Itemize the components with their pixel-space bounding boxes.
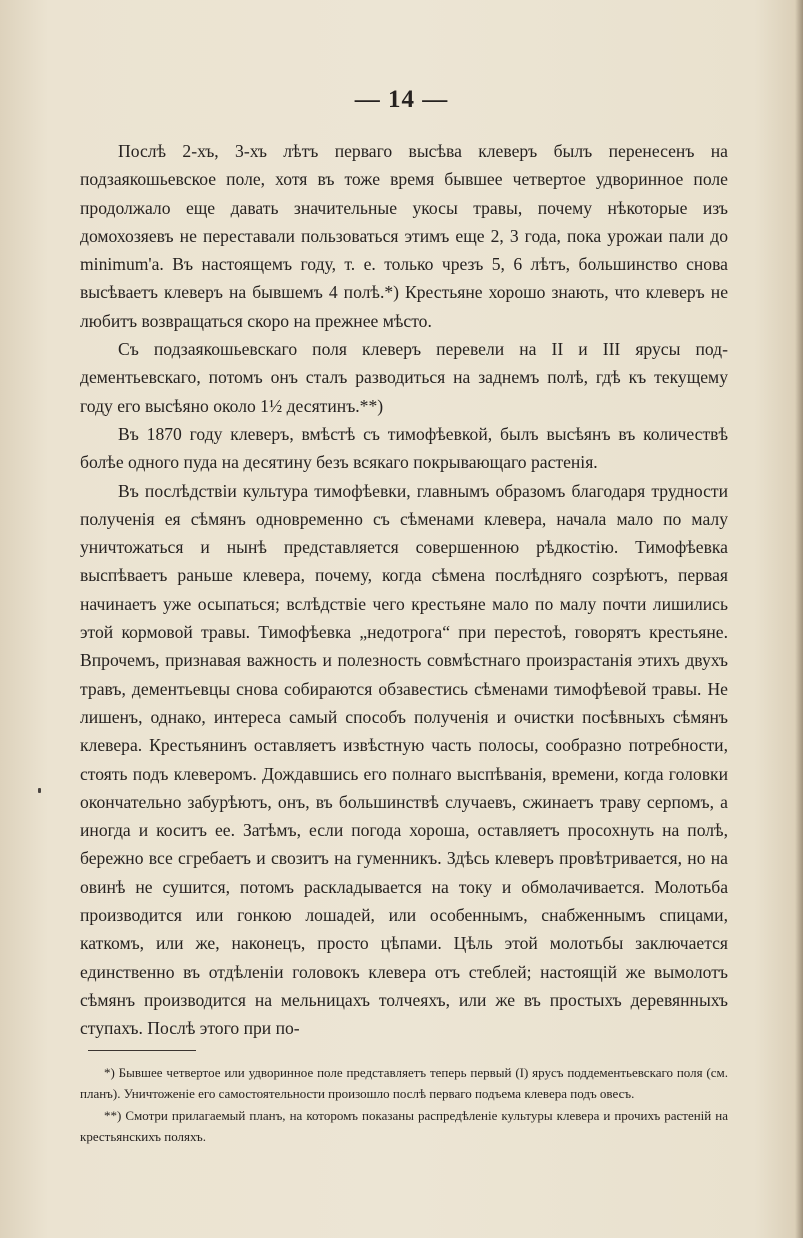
footnote-2: **) Смотри прилагаемый планъ, на которомъ показаны распредѣленіе культуры клевера и прочихъ растеній на крестьянскихъ поляхъ.: [80, 1107, 728, 1144]
paragraph-3: Въ 1870 году клеверъ, вмѣстѣ съ тимофѣевкой, былъ высѣянъ въ количествѣ болѣе одного пуда на десятину безъ всякаго покрывающаго растенія.: [80, 423, 728, 473]
footnotes: [80, 1062, 728, 1147]
paragraph-2: Съ подзаякошьевскаго поля клеверъ перевели на II и III ярусы под-дементьевскаго, потомъ онъ сталъ разводиться на заднемъ полѣ, гдѣ къ текущему году его высѣяно около 1½ десятинъ.**): [80, 339, 728, 416]
page-number: — 14 —: [354, 86, 449, 113]
body-text: [80, 137, 728, 1043]
ink-speck: [38, 788, 41, 793]
paragraph-4: Въ послѣдствіи культура тимофѣевки, главнымъ образомъ благодаря трудности полученія ея сѣмянъ одновременно съ сѣменами клевера, начала мало по малу уничтожаться и нынѣ представляется совершенною рѣдкостію. Тимофѣевка выспѣваетъ раньше клевера, почему, когда сѣмена послѣдняго созрѣютъ, первая начинаетъ уже осыпаться; вслѣдствіе чего крестьяне мало по малу почти лишились этой кормовой травы. Тимофѣевка „недотрога“ при перестоѣ, говорятъ крестьяне. Впрочемъ, признавая важность и полезность совмѣстнаго произрастанія этихъ двухъ травъ, дементьевцы снова собираются обзавестись сѣменами тимофѣевой травы. Не лишенъ, однако, интереса самый способъ полученія и очистки посѣвныхъ сѣмянъ клевера. Крестьянинъ оставляетъ извѣстную часть полосы, сообразно потребности, стоять подъ клеверомъ. Дождавшись его полнаго выспѣванія, времени, когда головки окончательно забурѣютъ, онъ, въ большинствѣ случаевъ, сжинаетъ траву серпомъ, а иногда и коситъ ее. Затѣмъ, если погода хороша, оставляетъ просохнуть на полѣ, бережно все сгребаетъ и свозитъ на гуменникъ. Здѣсь клеверъ провѣтривается, но на овинѣ не сушится, потомъ раскладывается на току и обмолачивается. Молотьба производится или гонкою лошадей, или особеннымъ, снабженнымъ спицами, каткомъ, или же, наконецъ, просто цѣпами. Цѣль этой молотьбы заключается единственно въ отдѣленіи головокъ клевера отъ стеблей; настоящій же вымолотъ сѣмянъ производится на мельницахъ толчеяхъ, или же въ простыхъ деревянныхъ ступахъ. Послѣ этого при по-: [80, 480, 728, 1039]
footnote-1: *) Бывшее четвертое или удворинное поле представляетъ теперь первый (I) ярусъ поддементьевскаго поля (см. планъ). Уничтоженіе его самостоятельности произошло послѣ перваго подъема клевера подъ овесъ.: [80, 1065, 728, 1102]
footnote-divider: [88, 1050, 196, 1051]
page-edge-shadow: [795, 0, 803, 1238]
paragraph-1: Послѣ 2-хъ, 3-хъ лѣтъ перваго высѣва клеверъ былъ перенесенъ на подзаякошьевское поле, хотя въ тоже время бывшее четвертое удворинное поле продолжало еще давать значительные укосы травы, почему нѣкоторые изъ домохозяевъ не переставали пользоваться этимъ еще 2, 3 года, пока урожаи пали до minimum'a. Въ настоящемъ году, т. е. только чрезъ 5, 6 лѣтъ, большинство снова высѣваетъ клеверъ на бывшемъ 4 полѣ.*) Крестьяне хорошо знають, что клеверъ не любитъ возвращаться скоро на прежнее мѣсто.: [80, 141, 728, 331]
